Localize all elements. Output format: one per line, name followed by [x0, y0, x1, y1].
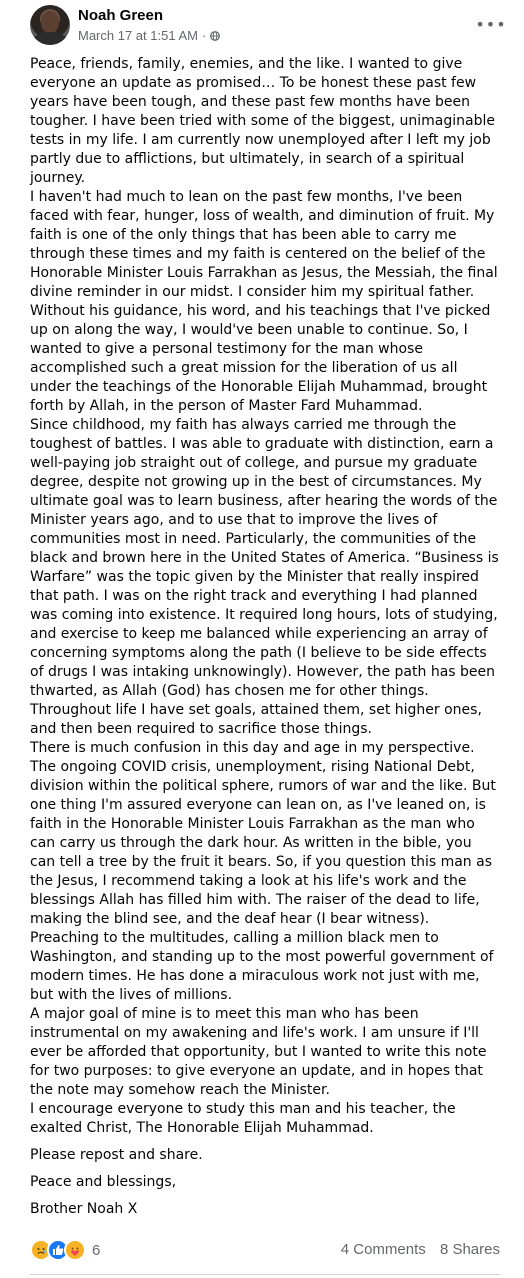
- post-meta: [78, 28, 220, 43]
- author-name[interactable]: Noah Green: [78, 7, 164, 24]
- avatar-shirt: [32, 32, 68, 45]
- meta-separator: ·: [201, 28, 207, 43]
- post-header: [30, 5, 505, 45]
- reaction-count[interactable]: 6: [92, 1241, 101, 1259]
- globe-icon[interactable]: [210, 31, 220, 41]
- comments-count-link[interactable]: 4 Comments: [340, 1241, 426, 1258]
- closing-line: Please repost and share.: [30, 1147, 203, 1163]
- shares-count-link[interactable]: 8 Shares: [439, 1241, 500, 1258]
- signature-line: Brother Noah X: [30, 1201, 138, 1217]
- post-paragraph: Peace, friends, family, enemies, and the like. I wanted to give everyone an update as promised… To be honest these past few years have been tough, and these past few months have been tougher. I have been tried with some of the biggest, unimaginable tests in my life. I am currently now unemployed after I left my job partly due to afflictions, but ultimately, in search of a spiritual journey.: [30, 56, 500, 186]
- more-options-icon[interactable]: •••: [475, 15, 507, 34]
- footer-divider: [30, 1274, 500, 1275]
- post-paragraph: I encourage everyone to study this man and his teacher, the exalted Christ, The Honorable Elijah Muhammad.: [30, 1101, 461, 1136]
- closing-line: Peace and blessings,: [30, 1174, 177, 1190]
- post-paragraph: Since childhood, my faith has always carried me through the toughest of battles. I was able to graduate with distinction, earn a well-paying job straight out of college, and pursue my graduate degree, despite not growing up in the best of circumstances. My ultimate goal was to learn business, after hearing the words of the Minister years ago, and to use that to improve the lives of communities most in need. Particularly, the communities of the black and brown here in the United States of America. “Business is Warfare” was the topic given by the Minister that really inspired that path. I was on the right track and everything I had planned was coming into existence. It required long hours, lots of studying, and exercise to keep me balanced while experiencing an array of concerning symptoms along the path (I believe to be side effects of drugs I was intaking unknowingly). However, the path has been thwarted, as Allah (God) has chosen me for other things. Throughout life I have set goals, attained them, set higher ones, and then been required to sacrifice those things.: [30, 417, 504, 737]
- engagement-stats: [341, 1241, 500, 1258]
- post-paragraph: I haven't had much to lean on the past few months, I've been faced with fear, hunger, loss of wealth, and diminution of fruit. My faith is one of the only things that has been able to carry me through these times and my faith is centered on the belief of the Honorable Minister Louis Farrakhan as Jesus, the Messiah, the final divine reminder in our midst. I consider him my spiritual father. Without his guidance, his word, and his teachings that I've picked up on along the way, I would've been unable to continue. So, I wanted to give a personal testimony for the man whose accomplished such a great mission for the liberation of us all under the teachings of the Honorable Elijah Muhammad, brought forth by Allah, in the person of Master Fard Muhammad.: [30, 189, 503, 414]
- post-timestamp[interactable]: March 17 at 1:51 AM: [78, 28, 198, 43]
- care-icon: [64, 1239, 86, 1261]
- post-body: [30, 55, 504, 1219]
- post-paragraph: A major goal of mine is to meet this man who has been instrumental on my awakening and life's work. I am unsure if I'll ever be afforded that opportunity, but I wanted to write this note for two purposes: to give everyone an update, and in hopes that the note may somehow reach the Minister.: [30, 1006, 491, 1098]
- post-footer: [30, 1238, 500, 1262]
- reactions-summary[interactable]: [30, 1240, 100, 1260]
- author-avatar[interactable]: [30, 5, 70, 45]
- post-paragraph: There is much confusion in this day and age in my perspective. The ongoing COVID crisis, unemployment, rising National Debt, division within the political sphere, rumors of war and the like. But one thing I'm assured everyone can lean on, as I've leaned on, is faith in the Honorable Minister Louis Farrakhan as the man who can carry us through the dark hour. As written in the bible, you can tell a tree by the fruit it bears. So, if you question this man as the Jesus, I recommend taking a look at his life's work and the blessings Allah has filled him with. The raiser of the dead to life, making the blind see, and the deaf hear (I bear witness). Preaching to the multitudes, calling a million black men to Washington, and standing up to the most powerful government of modern times. He has done a miraculous work not just with me, but with the lives of millions.: [30, 740, 501, 1003]
- avatar-face: [41, 11, 59, 33]
